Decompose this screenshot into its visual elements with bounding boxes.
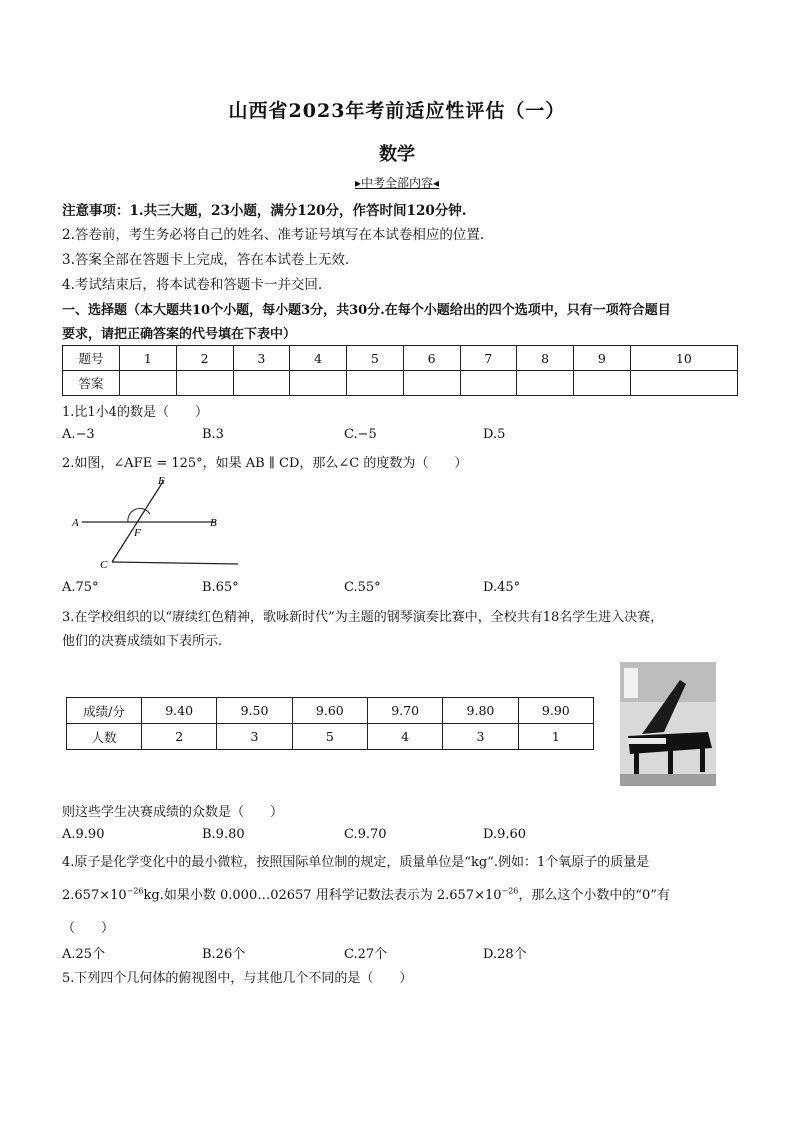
section-heading-line-1: 一、选择题（本大题共10个小题，每小题3分，共30分.在每个小题给出的四个选项中，只有一项符合题目 <box>62 303 671 318</box>
score-cell: 9.90 <box>518 698 593 724</box>
answer-row-label: 答案 <box>63 371 120 396</box>
line-ce <box>112 480 164 562</box>
scope-banner <box>0 174 794 191</box>
count-cell: 5 <box>292 724 367 750</box>
q3-option-c: C.9.70 <box>344 827 387 842</box>
q4-option-a: A.25个 <box>62 947 106 962</box>
count-cell: 3 <box>217 724 292 750</box>
q2-option-d: D.45° <box>483 580 521 595</box>
label-e: E <box>158 475 165 487</box>
q2-option-c: C.55° <box>344 580 381 595</box>
count-row-label: 人数 <box>67 724 142 750</box>
q4-stem-line-2 <box>62 884 670 903</box>
count-cell: 1 <box>518 724 593 750</box>
answer-cell[interactable] <box>630 371 737 396</box>
score-cell: 9.50 <box>217 698 292 724</box>
piano-window <box>624 668 638 698</box>
answer-number: 6 <box>403 346 460 371</box>
answer-cell[interactable] <box>403 371 460 396</box>
q1-option-a: A.−3 <box>62 427 95 442</box>
q3-options <box>62 827 742 845</box>
label-c: C <box>100 559 108 571</box>
answer-number: 2 <box>176 346 233 371</box>
answer-number: 10 <box>630 346 737 371</box>
q3-option-d: D.9.60 <box>483 827 527 842</box>
q4-options <box>62 943 742 961</box>
score-row-label: 成绩/分 <box>67 698 142 724</box>
score-table <box>66 697 594 750</box>
scope-banner-text: ▸中考全部内容◂ <box>354 176 440 190</box>
score-cell: 9.60 <box>292 698 367 724</box>
q3-option-b: B.9.80 <box>202 827 245 842</box>
q2-stem: 2.如图，∠AFE = 125°，如果 AB ∥ CD，那么∠C 的度数为（ ） <box>62 456 468 471</box>
note-line-2: 2.答卷前，考生务必将自己的姓名、准考证号填写在本试卷相应的位置. <box>62 227 485 243</box>
answer-number: 1 <box>120 346 177 371</box>
label-f: F <box>134 527 141 539</box>
score-cell: 9.70 <box>367 698 442 724</box>
answer-table-number-row <box>63 346 738 371</box>
q1-option-c: C.−5 <box>344 427 377 442</box>
score-cell: 9.80 <box>443 698 518 724</box>
piano-leg <box>668 750 673 776</box>
answer-table-answer-row <box>63 371 738 396</box>
q4-sci-exponent: −26 <box>501 886 519 896</box>
answer-cell[interactable] <box>517 371 574 396</box>
q1-option-b: B.3 <box>202 427 224 442</box>
q1-option-d: D.5 <box>483 427 506 442</box>
answer-cell[interactable] <box>233 371 290 396</box>
q4-stem-middle: kg.如果小数 0.000…02657 用科学记数法表示为 2.657×10 <box>143 888 502 903</box>
answer-number: 3 <box>233 346 290 371</box>
label-a: A <box>72 517 79 529</box>
section-heading-line-2: 要求，请把正确答案的代号填在下表中） <box>62 327 297 342</box>
note-line-4: 4.考试结束后，将本试卷和答题卡一并交回. <box>62 277 323 293</box>
count-row <box>67 724 594 750</box>
q4-mass-exponent: −26 <box>126 886 144 896</box>
q3-option-a: A.9.90 <box>62 827 105 842</box>
answer-cell[interactable] <box>347 371 404 396</box>
answer-number: 5 <box>347 346 404 371</box>
piano-image <box>620 662 716 786</box>
q4-stem-end: ，那么这个小数中的“0”有 <box>518 888 670 903</box>
piano-floor <box>620 774 716 786</box>
answer-number: 8 <box>517 346 574 371</box>
subject-title: 数学 <box>379 144 415 165</box>
note-line-1-text: 注意事项：1.共三大题，23小题，满分120分，作答时间120分钟. <box>62 203 467 219</box>
q4-stem-line-1: 4.原子是化学变化中的最小微粒，按照国际单位制的规定，质量单位是“kg”.例如：1个氧原子的质量是 <box>62 855 650 870</box>
piano-leg <box>700 746 705 772</box>
q3-stem-line-1: 3.在学校组织的以“赓续红色精神，歌咏新时代”为主题的钢琴演奏比赛中，全校共有18名学生进入决赛， <box>62 610 664 625</box>
answer-cell[interactable] <box>176 371 233 396</box>
answer-number: 9 <box>574 346 631 371</box>
q4-option-c: C.27个 <box>344 947 388 962</box>
score-cell: 9.40 <box>142 698 217 724</box>
answer-number: 7 <box>460 346 517 371</box>
q4-option-d: D.28个 <box>483 947 527 962</box>
q4-mass-base: 2.657×10 <box>62 888 127 903</box>
line-cd <box>112 562 238 564</box>
q5-stem: 5.下列四个几何体的俯视图中，与其他几个不同的是（ ） <box>62 971 413 986</box>
q3-question: 则这些学生决赛成绩的众数是（ ） <box>62 805 284 820</box>
q1-stem: 1.比1小4的数是（ ） <box>62 405 208 420</box>
q2-figure <box>68 472 248 572</box>
q2-options <box>62 580 742 598</box>
q1-options <box>62 427 742 445</box>
note-line-3: 3.答案全部在答题卡上完成，答在本试卷上无效. <box>62 252 350 268</box>
label-b: B <box>210 517 217 529</box>
q2-option-b: B.65° <box>202 580 239 595</box>
note-line-1 <box>62 199 466 219</box>
q3-stem-line-2: 他们的决赛成绩如下表所示. <box>62 634 223 649</box>
exam-title: 山西省2023年考前适应性评估（一） <box>228 100 566 122</box>
answer-cell[interactable] <box>460 371 517 396</box>
q2-option-a: A.75° <box>62 580 99 595</box>
count-cell: 2 <box>142 724 217 750</box>
count-cell: 4 <box>367 724 442 750</box>
q4-option-b: B.26个 <box>202 947 246 962</box>
answer-cell[interactable] <box>574 371 631 396</box>
answer-table-header: 题号 <box>63 346 120 371</box>
piano-keys <box>628 738 666 744</box>
score-row <box>67 698 594 724</box>
answer-cell[interactable] <box>120 371 177 396</box>
count-cell: 3 <box>443 724 518 750</box>
answer-table <box>62 345 738 396</box>
q4-stem-line-3: （ ） <box>62 921 115 936</box>
answer-number: 4 <box>290 346 347 371</box>
answer-cell[interactable] <box>290 371 347 396</box>
